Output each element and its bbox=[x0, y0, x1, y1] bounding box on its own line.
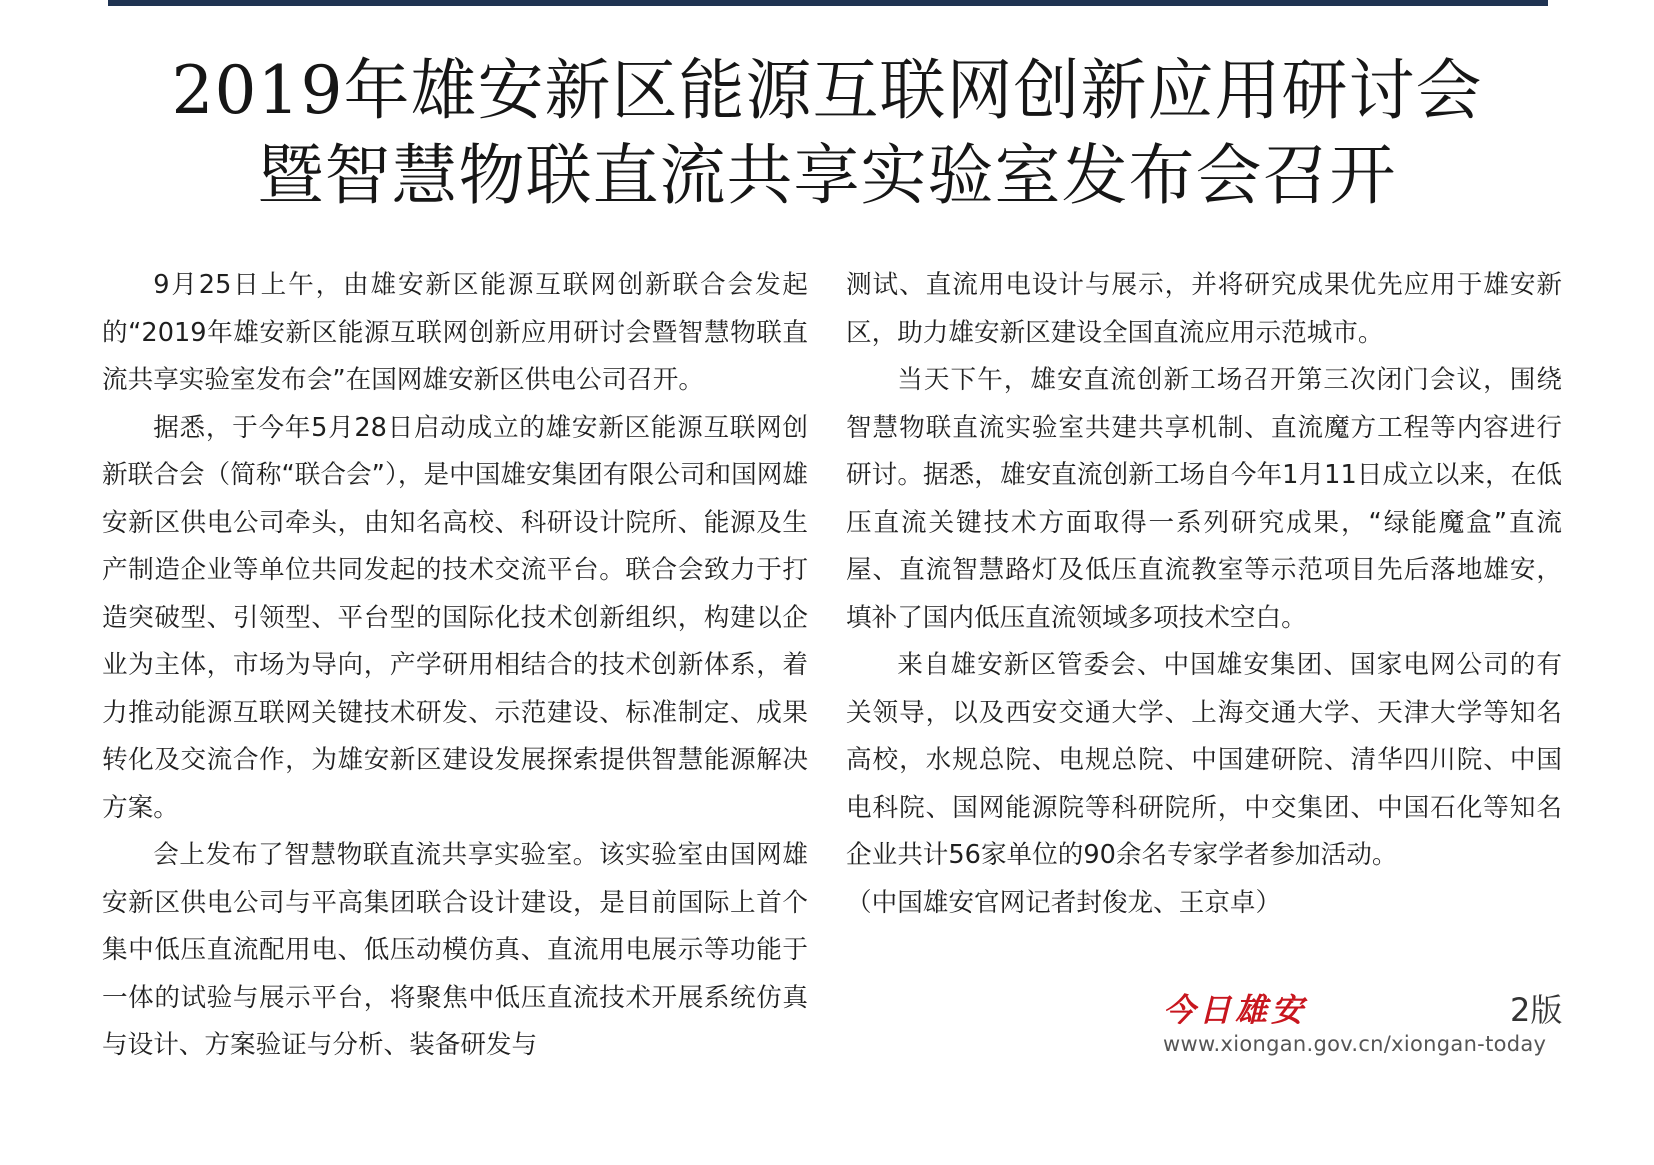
article-paragraph: 当天下午，雄安直流创新工场召开第三次闭门会议，围绕智慧物联直流实验室共建共享机制、直流魔方工程等内容进行研讨。据悉，雄安直流创新工场自今年1月11日成立以来，在低压直流关键技术方面取得一系列研究成果，“绿能魔盒”直流屋、直流智慧路灯及低压直流教室等示范项目先后落地雄安，填补了国内低压直流领域多项技术空白。 bbox=[846, 365, 1562, 633]
article-paragraph: 来自雄安新区管委会、中国雄安集团、国家电网公司的有关领导，以及西安交通大学、上海交通大学、天津大学等知名高校，水规总院、电规总院、中国建研院、清华四川院、中国电科院、国网能源院等科研院所，中交集团、中国石化等知名企业共计56家单位的90余名专家学者参加活动。 bbox=[846, 650, 1562, 870]
article-column-left bbox=[102, 262, 808, 1070]
article-paragraph: 9月25日上午，由雄安新区能源互联网创新联合会发起的“2019年雄安新区能源互联网创新应用研讨会暨智慧物联直流共享实验室发布会”在国网雄安新区供电公司召开。 bbox=[102, 270, 808, 395]
publication-logo: 今日雄安 bbox=[1163, 991, 1308, 1029]
reporter-credit: （中国雄安官网记者封俊龙、王京卓） bbox=[846, 887, 1282, 918]
footer-url: www.xiongan.gov.cn/xiongan-today bbox=[1163, 1032, 1547, 1056]
headline-line-1: 2019年雄安新区能源互联网创新应用研讨会 bbox=[171, 52, 1483, 129]
headline bbox=[0, 48, 1654, 218]
article-paragraph: 据悉，于今年5月28日启动成立的雄安新区能源互联网创新联合会（简称“联合会”），是中国雄安集团有限公司和国网雄安新区供电公司牵头，由知名高校、科研设计院所、能源及生产制造企业等单位共同发起的技术交流平台。联合会致力于打造突破型、引领型、平台型的国际化技术创新组织，构建以企业为主体，市场为导向，产学研用相结合的技术创新体系，着力推动能源互联网关键技术研发、示范建设、标准制定、成果转化及交流合作，为雄安新区建设发展探索提供智慧能源解决方案。 bbox=[102, 412, 808, 823]
edition-number: 2版 bbox=[1510, 991, 1563, 1029]
headline-line-2: 暨智慧物联直流共享实验室发布会召开 bbox=[257, 137, 1397, 214]
top-rule bbox=[108, 0, 1548, 6]
article-paragraph: 会上发布了智慧物联直流共享实验室。该实验室由国网雄安新区供电公司与平高集团联合设计建设，是目前国际上首个集中低压直流配用电、低压动模仿真、直流用电展示等功能于一体的试验与展示平台，将聚焦中低压直流技术开展系统仿真与设计、方案验证与分析、装备研发与 bbox=[102, 840, 808, 1060]
article-column-right bbox=[846, 262, 1562, 927]
article-paragraph-continuation: 测试、直流用电设计与展示，并将研究成果优先应用于雄安新区，助力雄安新区建设全国直流应用示范城市。 bbox=[846, 270, 1562, 348]
